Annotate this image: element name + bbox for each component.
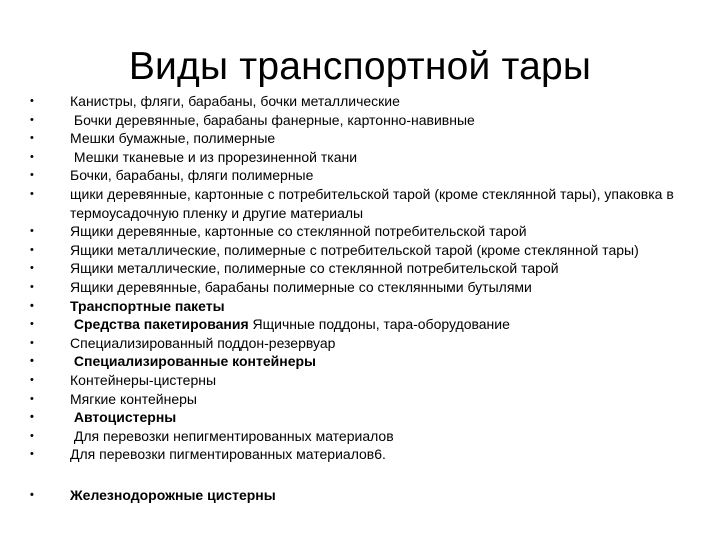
bullet-icon: • xyxy=(30,150,34,163)
bullet-icon: • xyxy=(30,488,34,501)
list-item xyxy=(0,297,720,316)
list-item-text: Канистры, фляги, барабаны, бочки металлические xyxy=(70,93,400,109)
list-item-text: Ящики деревянные, картонные со стеклянной потребительской тарой xyxy=(70,223,527,240)
list-item-text: Мешки бумажные, полимерные xyxy=(70,130,276,147)
bullet-icon: • xyxy=(30,373,34,386)
list-item xyxy=(0,92,720,111)
list-item-text: Железнодорожные цистерны xyxy=(70,486,276,503)
list-item-text: Бочки деревянные, барабаны фанерные, картонно-навивные xyxy=(70,111,475,128)
list-item-text: Ящики металлические, полимерные со стеклянной потребительской тарой xyxy=(70,260,559,277)
list-item-text: щики деревянные, картонные с потребительской тарой (кроме стеклянной тары), упаковка в термоусадочную пленку и другие материалы xyxy=(70,185,678,221)
list-item xyxy=(0,408,720,427)
list-item-text: Контейнеры-цистерны xyxy=(70,371,217,388)
list-item xyxy=(0,148,720,167)
bullet-icon: • xyxy=(30,187,34,200)
bullet-icon: • xyxy=(30,132,34,145)
list-item-text: Ящичные поддоны, тара-оборудование xyxy=(248,316,510,333)
list-item xyxy=(0,334,720,353)
list-item-text: Для перевозки пигментированных материалов6. xyxy=(70,446,386,463)
bullet-icon: • xyxy=(30,411,34,424)
list-item-bold-text: Средства пакетирования xyxy=(70,316,249,333)
bullet-icon: • xyxy=(30,280,34,293)
bullet-icon: • xyxy=(30,169,34,182)
bullet-icon: • xyxy=(30,355,34,368)
list-item xyxy=(0,222,720,241)
bullet-icon: • xyxy=(30,95,34,107)
list-item-text: Для перевозки непигментированных материалов xyxy=(70,427,394,444)
bullet-icon: • xyxy=(30,336,34,349)
bullet-icon: • xyxy=(30,262,34,275)
list-item xyxy=(0,445,720,464)
bullet-icon: • xyxy=(30,113,34,126)
list-item xyxy=(0,166,720,185)
list-item xyxy=(0,278,720,297)
list-item-text: Автоцистерны xyxy=(70,409,177,426)
list-item xyxy=(0,241,720,260)
list-item xyxy=(0,390,720,409)
list-item xyxy=(0,185,720,222)
bullet-icon: • xyxy=(30,429,34,442)
list-item xyxy=(0,352,720,371)
list-item xyxy=(0,259,720,278)
bullet-list xyxy=(0,92,720,504)
list-item xyxy=(0,111,720,130)
bullet-icon: • xyxy=(30,243,34,256)
list-item-text: Специализированный поддон-резервуар xyxy=(70,334,336,351)
list-item-text: Ящики деревянные, барабаны полимерные со стеклянными бутылями xyxy=(70,278,532,295)
slide-title: Виды транспортной тары xyxy=(128,45,592,88)
bullet-icon: • xyxy=(30,448,34,461)
list-item-text: Транспортные пакеты xyxy=(70,297,225,314)
list-item-text: Мешки тканевые и из прорезиненной ткани xyxy=(70,148,358,165)
list-item xyxy=(0,315,720,334)
list-item xyxy=(0,129,720,148)
list-item-text: Мягкие контейнеры xyxy=(70,390,197,407)
bullet-icon: • xyxy=(30,318,34,331)
bullet-icon: • xyxy=(30,392,34,405)
bullet-icon: • xyxy=(30,299,34,312)
list-item-text: Ящики металлические, полимерные с потребительской тарой (кроме стеклянной тары) xyxy=(70,241,639,258)
list-item xyxy=(0,486,720,505)
list-item-text: Бочки, барабаны, фляги полимерные xyxy=(70,167,314,184)
list-item xyxy=(0,427,720,446)
list-item-text: Специализированные контейнеры xyxy=(70,353,316,370)
bullet-icon: • xyxy=(30,225,34,238)
list-item xyxy=(0,371,720,390)
